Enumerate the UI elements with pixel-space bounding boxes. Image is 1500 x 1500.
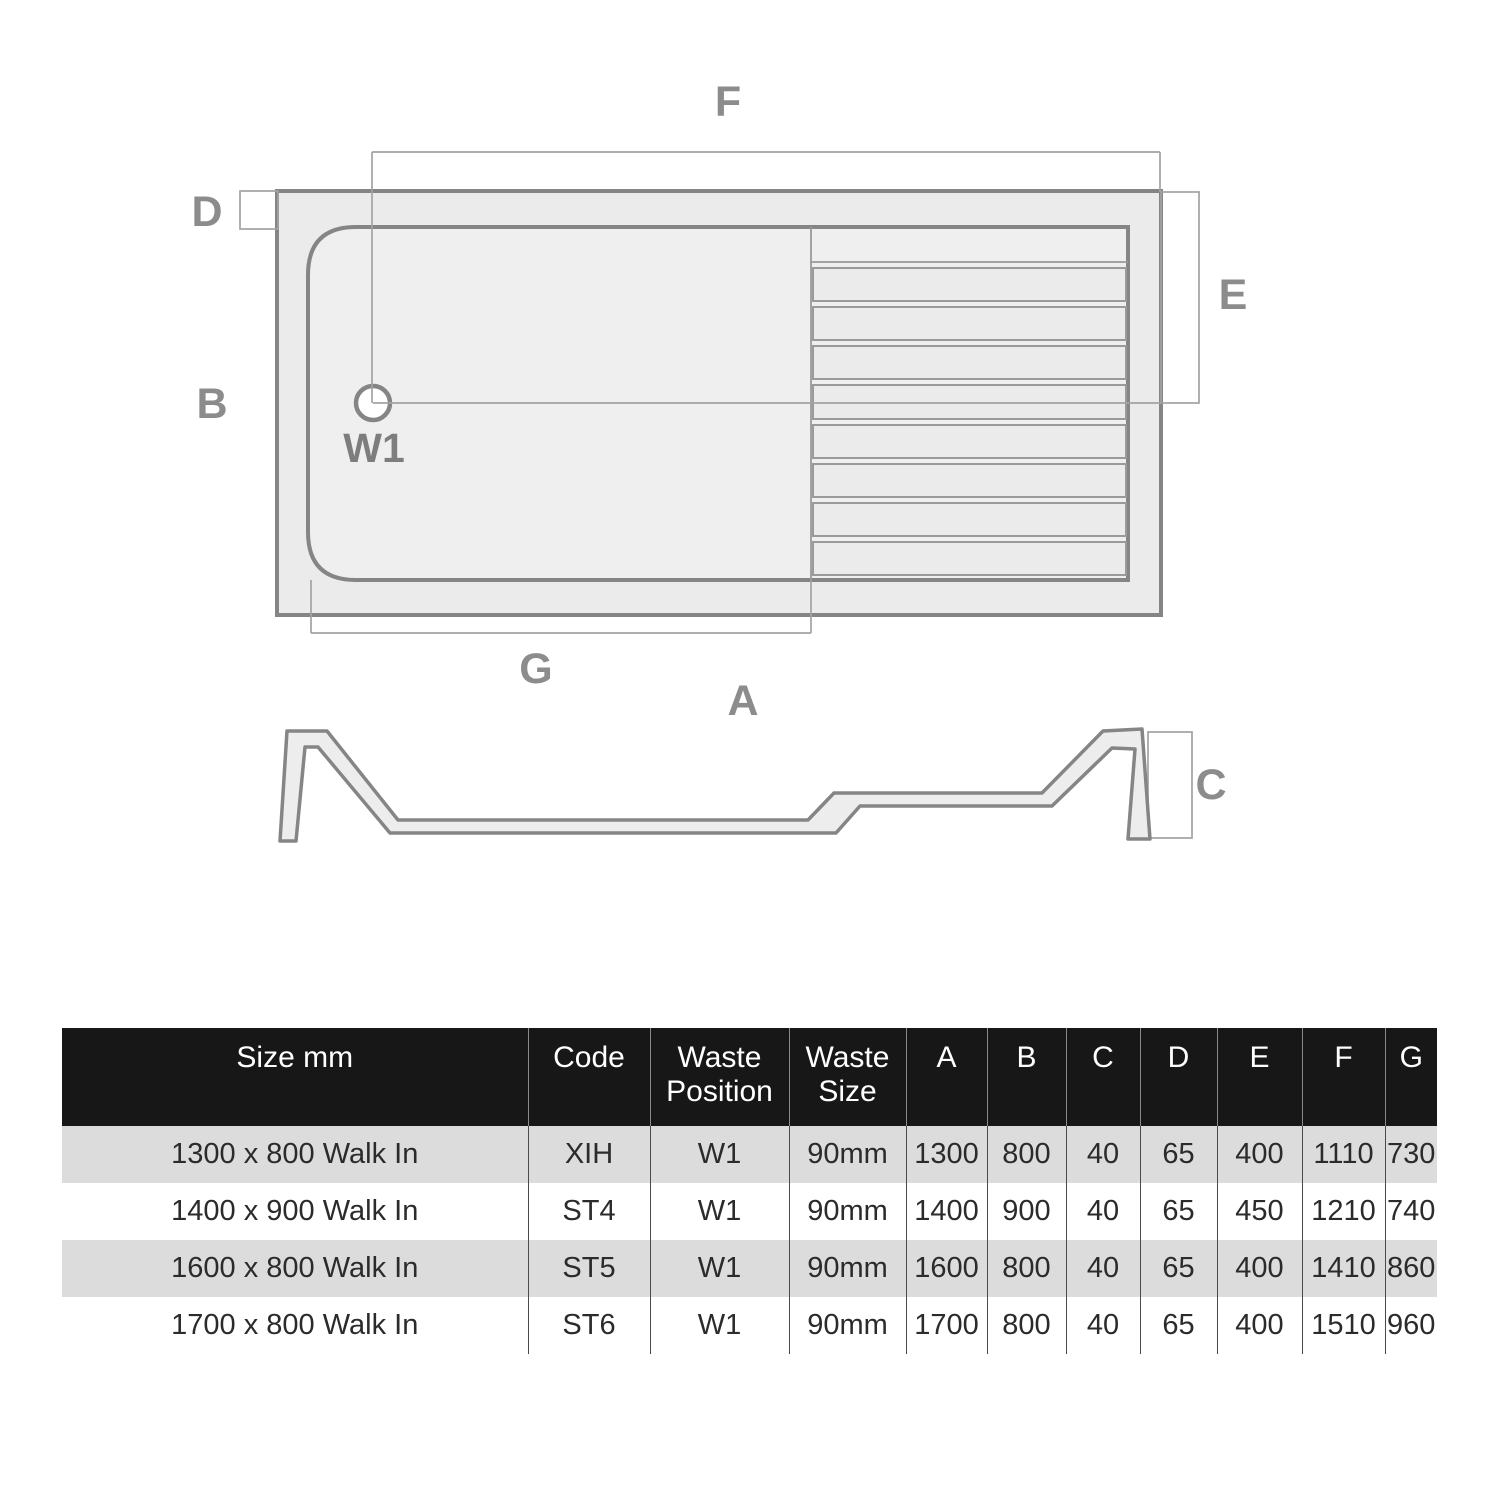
header-D: D [1140, 1028, 1217, 1126]
cell-code: ST6 [528, 1297, 650, 1354]
cell-waste-position: W1 [650, 1183, 789, 1240]
cell-F: 1510 [1302, 1297, 1385, 1354]
cell-size: 1600 x 800 Walk In [62, 1240, 528, 1297]
cell-code: XIH [528, 1126, 650, 1183]
size-specification-table [62, 1028, 1437, 1354]
cell-waste-size: 90mm [789, 1297, 906, 1354]
cell-D: 65 [1140, 1183, 1217, 1240]
cell-D: 65 [1140, 1126, 1217, 1183]
cell-C: 40 [1066, 1126, 1140, 1183]
cell-A: 1300 [906, 1126, 987, 1183]
cell-size: 1300 x 800 Walk In [62, 1126, 528, 1183]
cell-E: 450 [1217, 1183, 1302, 1240]
cell-waste-size: 90mm [789, 1126, 906, 1183]
grate-slat [813, 464, 1126, 497]
cell-B: 800 [987, 1297, 1066, 1354]
dim-label-C: C [1195, 761, 1227, 809]
header-waste-size: Waste Size [789, 1028, 906, 1126]
cell-code: ST5 [528, 1240, 650, 1297]
cell-G: 960 [1385, 1297, 1437, 1354]
cell-waste-position: W1 [650, 1297, 789, 1354]
waste-position-label: W1 [343, 425, 405, 471]
header-F: F [1302, 1028, 1385, 1126]
cell-E: 400 [1217, 1297, 1302, 1354]
dim-bracket-C [1148, 732, 1192, 838]
cell-A: 1700 [906, 1297, 987, 1354]
cell-size: 1700 x 800 Walk In [62, 1297, 528, 1354]
cell-C: 40 [1066, 1297, 1140, 1354]
grate-slat [813, 542, 1126, 575]
cell-F: 1410 [1302, 1240, 1385, 1297]
cell-D: 65 [1140, 1297, 1217, 1354]
header-size-mm: Size mm [62, 1028, 528, 1126]
cell-waste-position: W1 [650, 1126, 789, 1183]
cell-C: 40 [1066, 1240, 1140, 1297]
cell-A: 1400 [906, 1183, 987, 1240]
grate-slat [813, 385, 1126, 419]
cell-code: ST4 [528, 1183, 650, 1240]
cell-waste-position: W1 [650, 1240, 789, 1297]
cell-E: 400 [1217, 1126, 1302, 1183]
cell-B: 800 [987, 1126, 1066, 1183]
header-E: E [1217, 1028, 1302, 1126]
cell-A: 1600 [906, 1240, 987, 1297]
cell-size: 1400 x 900 Walk In [62, 1183, 528, 1240]
dim-label-E: E [1218, 271, 1248, 319]
dim-label-A: A [727, 677, 759, 725]
cell-G: 860 [1385, 1240, 1437, 1297]
header-A: A [906, 1028, 987, 1126]
table-row [62, 1297, 1437, 1354]
cell-F: 1210 [1302, 1183, 1385, 1240]
table-row [62, 1240, 1437, 1297]
cell-G: 740 [1385, 1183, 1437, 1240]
grate-slat [813, 268, 1126, 301]
cell-F: 1110 [1302, 1126, 1385, 1183]
grate-slat [813, 346, 1126, 379]
grate-slat [813, 425, 1126, 458]
dim-label-G: G [519, 645, 553, 693]
tray-profile-section [280, 729, 1150, 841]
cell-B: 900 [987, 1183, 1066, 1240]
dim-label-D: D [191, 188, 223, 236]
cell-B: 800 [987, 1240, 1066, 1297]
cell-G: 730 [1385, 1126, 1437, 1183]
dim-label-B: B [196, 380, 228, 428]
table-row [62, 1183, 1437, 1240]
dim-bracket-E [1161, 192, 1199, 403]
table-row [62, 1126, 1437, 1183]
cell-waste-size: 90mm [789, 1183, 906, 1240]
header-code: Code [528, 1028, 650, 1126]
header-G: G [1385, 1028, 1437, 1126]
cell-C: 40 [1066, 1183, 1140, 1240]
header-waste-position: Waste Position [650, 1028, 789, 1126]
dim-label-F: F [714, 78, 742, 126]
dim-bracket-D [240, 191, 278, 229]
header-row [62, 1028, 1437, 1126]
cell-waste-size: 90mm [789, 1240, 906, 1297]
header-C: C [1066, 1028, 1140, 1126]
header-B: B [987, 1028, 1066, 1126]
cell-E: 400 [1217, 1240, 1302, 1297]
grate-slat [813, 307, 1126, 340]
grate-slat [813, 503, 1126, 536]
cell-D: 65 [1140, 1240, 1217, 1297]
